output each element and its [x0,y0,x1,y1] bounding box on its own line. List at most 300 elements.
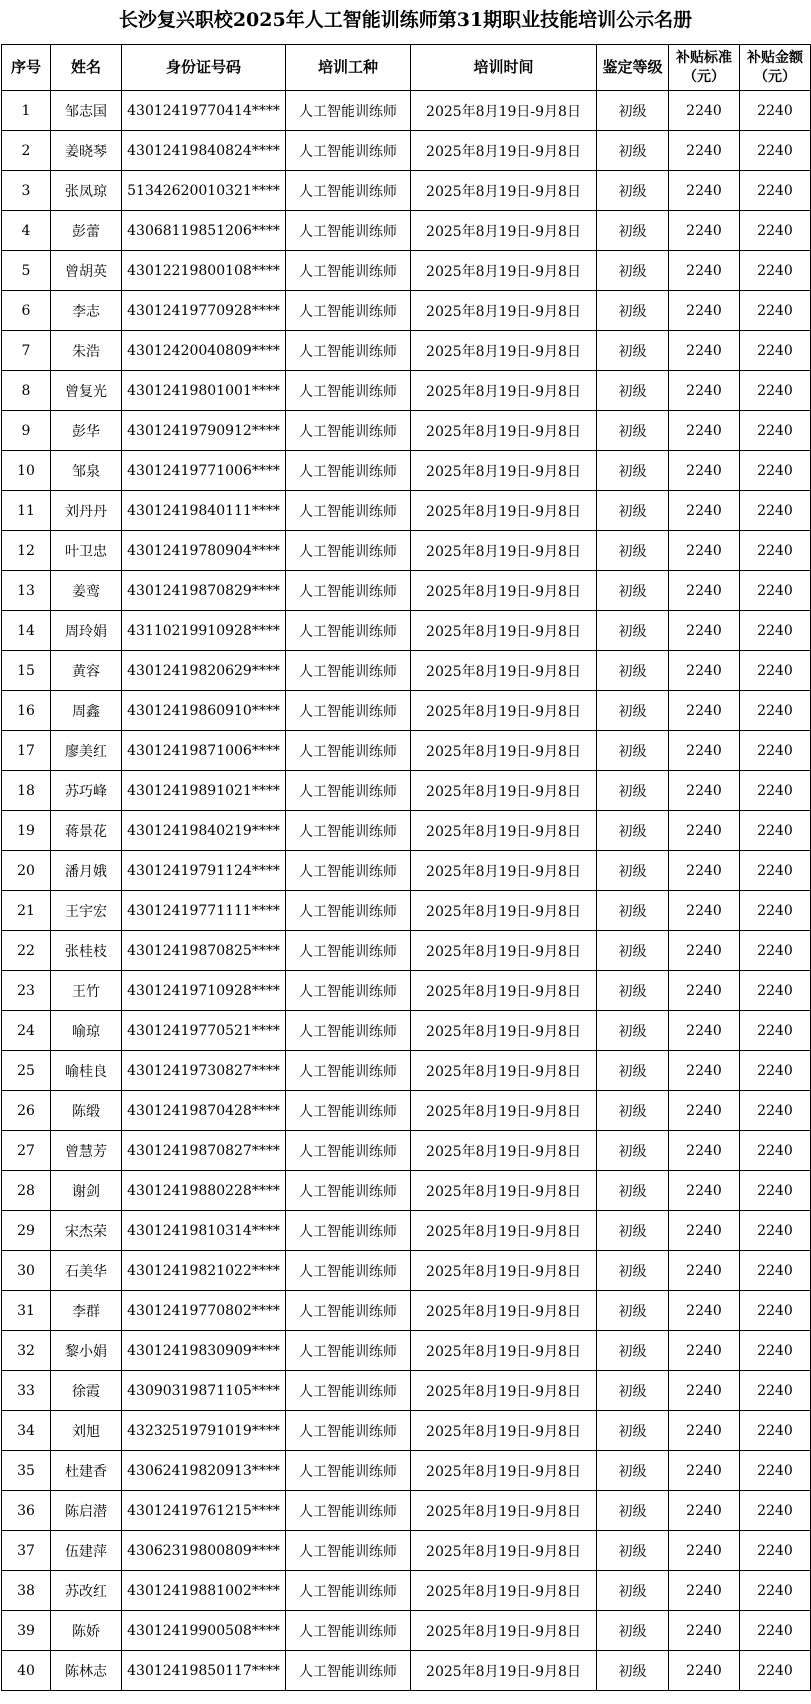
cell-id-number: 43012419900508**** [122,1611,286,1651]
cell-id-number: 43012419820629**** [122,651,286,691]
cell-period: 2025年8月19日-9月8日 [411,1451,597,1491]
cell-trade: 人工智能训练师 [286,571,411,611]
cell-level: 初级 [597,1011,669,1051]
table-row [2,971,811,1011]
cell-id-number: 43012419840111**** [122,491,286,531]
cell-level: 初级 [597,291,669,331]
cell-id-number: 43012419840824**** [122,131,286,171]
cell-subsidy-amount: 2240 [740,491,811,531]
cell-no: 22 [2,931,51,971]
cell-id-number: 43012419791124**** [122,851,286,891]
cell-period: 2025年8月19日-9月8日 [411,171,597,211]
cell-period: 2025年8月19日-9月8日 [411,531,597,571]
cell-no: 1 [2,91,51,131]
cell-period: 2025年8月19日-9月8日 [411,371,597,411]
cell-subsidy-amount: 2240 [740,611,811,651]
cell-trade: 人工智能训练师 [286,451,411,491]
cell-trade: 人工智能训练师 [286,371,411,411]
cell-trade: 人工智能训练师 [286,251,411,291]
cell-id-number: 43012419770802**** [122,1291,286,1331]
cell-trade: 人工智能训练师 [286,971,411,1011]
cell-subsidy-standard: 2240 [669,771,740,811]
table-row [2,1291,811,1331]
table-row [2,331,811,371]
cell-level: 初级 [597,851,669,891]
header-name: 姓名 [51,45,122,91]
cell-subsidy-amount: 2240 [740,731,811,771]
table-row [2,251,811,291]
cell-level: 初级 [597,1611,669,1651]
cell-no: 12 [2,531,51,571]
table-row [2,211,811,251]
cell-trade: 人工智能训练师 [286,811,411,851]
cell-id-number: 43012419870827**** [122,1131,286,1171]
cell-id-number: 43012419761215**** [122,1491,286,1531]
cell-no: 14 [2,611,51,651]
cell-id-number: 43012419850117**** [122,1651,286,1691]
cell-id-number: 43012419770928**** [122,291,286,331]
cell-id-number: 43012419710928**** [122,971,286,1011]
cell-id-number: 43012419840219**** [122,811,286,851]
cell-no: 3 [2,171,51,211]
cell-id-number: 43012219800108**** [122,251,286,291]
cell-period: 2025年8月19日-9月8日 [411,971,597,1011]
table-row [2,1651,811,1691]
cell-no: 38 [2,1571,51,1611]
cell-no: 34 [2,1411,51,1451]
cell-level: 初级 [597,131,669,171]
cell-no: 24 [2,1011,51,1051]
cell-level: 初级 [597,1291,669,1331]
cell-subsidy-standard: 2240 [669,1131,740,1171]
cell-period: 2025年8月19日-9月8日 [411,1611,597,1651]
cell-period: 2025年8月19日-9月8日 [411,1171,597,1211]
cell-name: 王竹 [51,971,122,1011]
cell-subsidy-amount: 2240 [740,1011,811,1051]
cell-name: 叶卫忠 [51,531,122,571]
cell-subsidy-amount: 2240 [740,851,811,891]
cell-level: 初级 [597,491,669,531]
cell-id-number: 43012419770521**** [122,1011,286,1051]
cell-trade: 人工智能训练师 [286,1331,411,1371]
cell-no: 26 [2,1091,51,1131]
table-row [2,411,811,451]
cell-period: 2025年8月19日-9月8日 [411,651,597,691]
cell-period: 2025年8月19日-9月8日 [411,1571,597,1611]
cell-no: 28 [2,1171,51,1211]
cell-name: 伍建萍 [51,1531,122,1571]
cell-level: 初级 [597,971,669,1011]
cell-subsidy-standard: 2240 [669,91,740,131]
cell-period: 2025年8月19日-9月8日 [411,891,597,931]
cell-level: 初级 [597,891,669,931]
cell-level: 初级 [597,331,669,371]
cell-period: 2025年8月19日-9月8日 [411,491,597,531]
cell-no: 21 [2,891,51,931]
cell-subsidy-standard: 2240 [669,1211,740,1251]
cell-level: 初级 [597,771,669,811]
cell-no: 9 [2,411,51,451]
table-row [2,1371,811,1411]
cell-id-number: 43012419881002**** [122,1571,286,1611]
cell-subsidy-amount: 2240 [740,251,811,291]
cell-subsidy-standard: 2240 [669,171,740,211]
cell-trade: 人工智能训练师 [286,1291,411,1331]
cell-trade: 人工智能训练师 [286,1091,411,1131]
cell-no: 5 [2,251,51,291]
cell-period: 2025年8月19日-9月8日 [411,91,597,131]
cell-no: 11 [2,491,51,531]
cell-subsidy-standard: 2240 [669,1411,740,1451]
cell-name: 徐霞 [51,1371,122,1411]
cell-period: 2025年8月19日-9月8日 [411,771,597,811]
header-subsidy-standard: 补贴标准（元） [669,45,740,91]
cell-no: 32 [2,1331,51,1371]
cell-subsidy-amount: 2240 [740,891,811,931]
cell-trade: 人工智能训练师 [286,691,411,731]
cell-trade: 人工智能训练师 [286,1131,411,1171]
table-row [2,1011,811,1051]
header-no: 序号 [2,45,51,91]
cell-level: 初级 [597,531,669,571]
cell-subsidy-standard: 2240 [669,1051,740,1091]
cell-id-number: 43090319871105**** [122,1371,286,1411]
cell-subsidy-standard: 2240 [669,371,740,411]
document-title: 长沙复兴职校2025年人工智能训练师第31期职业技能培训公示名册 [118,9,693,31]
cell-name: 苏巧峰 [51,771,122,811]
cell-subsidy-amount: 2240 [740,291,811,331]
cell-subsidy-amount: 2240 [740,91,811,131]
cell-no: 15 [2,651,51,691]
cell-no: 17 [2,731,51,771]
cell-subsidy-amount: 2240 [740,1651,811,1691]
cell-period: 2025年8月19日-9月8日 [411,611,597,651]
table-row [2,1451,811,1491]
cell-name: 苏改红 [51,1571,122,1611]
header-level: 鉴定等级 [597,45,669,91]
cell-subsidy-standard: 2240 [669,1011,740,1051]
cell-trade: 人工智能训练师 [286,1611,411,1651]
cell-level: 初级 [597,1211,669,1251]
cell-name: 喻桂良 [51,1051,122,1091]
cell-trade: 人工智能训练师 [286,931,411,971]
table-row [2,1531,811,1571]
cell-id-number: 43012419891021**** [122,771,286,811]
cell-subsidy-standard: 2240 [669,491,740,531]
cell-name: 陈启潜 [51,1491,122,1531]
cell-level: 初级 [597,931,669,971]
cell-no: 31 [2,1291,51,1331]
cell-level: 初级 [597,611,669,651]
cell-name: 张桂枝 [51,931,122,971]
cell-level: 初级 [597,811,669,851]
cell-subsidy-standard: 2240 [669,931,740,971]
cell-id-number: 43012419870829**** [122,571,286,611]
cell-subsidy-standard: 2240 [669,1331,740,1371]
table-row [2,1411,811,1451]
cell-name: 彭华 [51,411,122,451]
cell-level: 初级 [597,1331,669,1371]
cell-level: 初级 [597,1051,669,1091]
cell-trade: 人工智能训练师 [286,131,411,171]
cell-id-number: 43012419771006**** [122,451,286,491]
cell-trade: 人工智能训练师 [286,1171,411,1211]
cell-subsidy-standard: 2240 [669,211,740,251]
cell-period: 2025年8月19日-9月8日 [411,131,597,171]
table-row [2,731,811,771]
cell-period: 2025年8月19日-9月8日 [411,1371,597,1411]
cell-period: 2025年8月19日-9月8日 [411,1051,597,1091]
cell-period: 2025年8月19日-9月8日 [411,811,597,851]
table-row [2,1131,811,1171]
cell-no: 25 [2,1051,51,1091]
cell-level: 初级 [597,1531,669,1571]
table-row [2,1611,811,1651]
cell-subsidy-standard: 2240 [669,651,740,691]
table-row [2,1251,811,1291]
cell-subsidy-amount: 2240 [740,811,811,851]
cell-name: 黄容 [51,651,122,691]
table-row [2,651,811,691]
cell-trade: 人工智能训练师 [286,851,411,891]
table-row [2,571,811,611]
cell-period: 2025年8月19日-9月8日 [411,1651,597,1691]
cell-trade: 人工智能训练师 [286,771,411,811]
cell-name: 曾复光 [51,371,122,411]
cell-no: 20 [2,851,51,891]
cell-trade: 人工智能训练师 [286,1371,411,1411]
cell-subsidy-amount: 2240 [740,1051,811,1091]
cell-trade: 人工智能训练师 [286,1571,411,1611]
cell-subsidy-standard: 2240 [669,691,740,731]
cell-no: 10 [2,451,51,491]
cell-period: 2025年8月19日-9月8日 [411,251,597,291]
table-row [2,931,811,971]
cell-id-number: 43062419820913**** [122,1451,286,1491]
cell-name: 陈缎 [51,1091,122,1131]
cell-subsidy-standard: 2240 [669,731,740,771]
table-row [2,1171,811,1211]
cell-level: 初级 [597,211,669,251]
cell-period: 2025年8月19日-9月8日 [411,691,597,731]
cell-trade: 人工智能训练师 [286,1651,411,1691]
cell-level: 初级 [597,1251,669,1291]
table-row [2,91,811,131]
cell-name: 彭蕾 [51,211,122,251]
table-row [2,1331,811,1371]
cell-name: 周鑫 [51,691,122,731]
cell-subsidy-amount: 2240 [740,1451,811,1491]
cell-period: 2025年8月19日-9月8日 [411,411,597,451]
cell-id-number: 43012419880228**** [122,1171,286,1211]
cell-no: 23 [2,971,51,1011]
cell-subsidy-standard: 2240 [669,611,740,651]
cell-period: 2025年8月19日-9月8日 [411,1291,597,1331]
cell-id-number: 43012419870825**** [122,931,286,971]
cell-no: 4 [2,211,51,251]
table-row [2,691,811,731]
cell-trade: 人工智能训练师 [286,1251,411,1291]
cell-name: 王宇宏 [51,891,122,931]
cell-period: 2025年8月19日-9月8日 [411,1211,597,1251]
cell-level: 初级 [597,1451,669,1491]
cell-level: 初级 [597,691,669,731]
cell-level: 初级 [597,1571,669,1611]
cell-subsidy-amount: 2240 [740,651,811,691]
cell-no: 33 [2,1371,51,1411]
table-row [2,891,811,931]
table-row [2,1491,811,1531]
cell-period: 2025年8月19日-9月8日 [411,1531,597,1571]
cell-name: 廖美红 [51,731,122,771]
table-row [2,291,811,331]
cell-period: 2025年8月19日-9月8日 [411,931,597,971]
cell-subsidy-standard: 2240 [669,1251,740,1291]
cell-trade: 人工智能训练师 [286,1211,411,1251]
cell-id-number: 43012419860910**** [122,691,286,731]
cell-level: 初级 [597,651,669,691]
cell-id-number: 43012419770414**** [122,91,286,131]
table-row [2,1091,811,1131]
table-row [2,771,811,811]
table-row [2,491,811,531]
cell-id-number: 43068119851206**** [122,211,286,251]
cell-name: 姜鸾 [51,571,122,611]
header-period: 培训时间 [411,45,597,91]
cell-level: 初级 [597,571,669,611]
cell-name: 石美华 [51,1251,122,1291]
cell-id-number: 43012419821022**** [122,1251,286,1291]
cell-period: 2025年8月19日-9月8日 [411,1131,597,1171]
cell-period: 2025年8月19日-9月8日 [411,851,597,891]
header-id: 身份证号码 [122,45,286,91]
cell-trade: 人工智能训练师 [286,1011,411,1051]
cell-subsidy-amount: 2240 [740,571,811,611]
cell-period: 2025年8月19日-9月8日 [411,211,597,251]
cell-period: 2025年8月19日-9月8日 [411,331,597,371]
cell-period: 2025年8月19日-9月8日 [411,1091,597,1131]
cell-name: 张凤琼 [51,171,122,211]
cell-trade: 人工智能训练师 [286,891,411,931]
cell-name: 杜建香 [51,1451,122,1491]
cell-trade: 人工智能训练师 [286,171,411,211]
cell-subsidy-standard: 2240 [669,1491,740,1531]
roster-body [2,91,811,1691]
cell-no: 18 [2,771,51,811]
cell-level: 初级 [597,1411,669,1451]
cell-subsidy-amount: 2240 [740,371,811,411]
table-row [2,451,811,491]
cell-subsidy-standard: 2240 [669,1531,740,1571]
table-row [2,371,811,411]
header-trade: 培训工种 [286,45,411,91]
cell-period: 2025年8月19日-9月8日 [411,571,597,611]
table-row [2,531,811,571]
cell-subsidy-amount: 2240 [740,1491,811,1531]
cell-name: 周玲娟 [51,611,122,651]
cell-subsidy-amount: 2240 [740,171,811,211]
cell-subsidy-amount: 2240 [740,1211,811,1251]
cell-id-number: 43110219910928**** [122,611,286,651]
cell-subsidy-standard: 2240 [669,1651,740,1691]
cell-subsidy-amount: 2240 [740,331,811,371]
cell-period: 2025年8月19日-9月8日 [411,1251,597,1291]
cell-id-number: 43012419801001**** [122,371,286,411]
cell-level: 初级 [597,411,669,451]
cell-subsidy-standard: 2240 [669,811,740,851]
cell-subsidy-amount: 2240 [740,691,811,731]
cell-no: 2 [2,131,51,171]
table-row [2,611,811,651]
trainee-roster-table [1,44,811,1691]
cell-subsidy-standard: 2240 [669,1171,740,1211]
cell-name: 朱浩 [51,331,122,371]
cell-subsidy-amount: 2240 [740,1131,811,1171]
cell-no: 19 [2,811,51,851]
header-subsidy-amount: 补贴金额（元） [740,45,811,91]
cell-level: 初级 [597,1371,669,1411]
cell-name: 邹志国 [51,91,122,131]
cell-subsidy-standard: 2240 [669,1571,740,1611]
cell-subsidy-standard: 2240 [669,291,740,331]
cell-name: 邹泉 [51,451,122,491]
cell-trade: 人工智能训练师 [286,651,411,691]
cell-subsidy-amount: 2240 [740,771,811,811]
cell-name: 陈娇 [51,1611,122,1651]
cell-level: 初级 [597,451,669,491]
cell-level: 初级 [597,371,669,411]
cell-subsidy-standard: 2240 [669,1451,740,1491]
cell-subsidy-amount: 2240 [740,1371,811,1411]
cell-subsidy-standard: 2240 [669,251,740,291]
cell-id-number: 43012419810314**** [122,1211,286,1251]
cell-id-number: 43012419790912**** [122,411,286,451]
cell-period: 2025年8月19日-9月8日 [411,451,597,491]
cell-id-number: 43012419870428**** [122,1091,286,1131]
cell-subsidy-amount: 2240 [740,1251,811,1291]
cell-subsidy-amount: 2240 [740,1171,811,1211]
cell-period: 2025年8月19日-9月8日 [411,1331,597,1371]
cell-level: 初级 [597,91,669,131]
cell-trade: 人工智能训练师 [286,731,411,771]
table-row [2,1571,811,1611]
cell-level: 初级 [597,731,669,771]
cell-subsidy-standard: 2240 [669,411,740,451]
cell-subsidy-standard: 2240 [669,891,740,931]
cell-no: 37 [2,1531,51,1571]
cell-no: 29 [2,1211,51,1251]
cell-name: 黎小娟 [51,1331,122,1371]
cell-no: 30 [2,1251,51,1291]
cell-level: 初级 [597,1091,669,1131]
cell-name: 姜晓琴 [51,131,122,171]
cell-trade: 人工智能训练师 [286,531,411,571]
cell-period: 2025年8月19日-9月8日 [411,1491,597,1531]
cell-level: 初级 [597,1651,669,1691]
cell-name: 李群 [51,1291,122,1331]
cell-no: 35 [2,1451,51,1491]
cell-id-number: 43062319800809**** [122,1531,286,1571]
cell-trade: 人工智能训练师 [286,1491,411,1531]
cell-no: 39 [2,1611,51,1651]
cell-subsidy-amount: 2240 [740,1531,811,1571]
cell-subsidy-standard: 2240 [669,1611,740,1651]
header-row [2,45,811,91]
cell-subsidy-amount: 2240 [740,931,811,971]
cell-trade: 人工智能训练师 [286,411,411,451]
cell-trade: 人工智能训练师 [286,491,411,531]
table-row [2,171,811,211]
